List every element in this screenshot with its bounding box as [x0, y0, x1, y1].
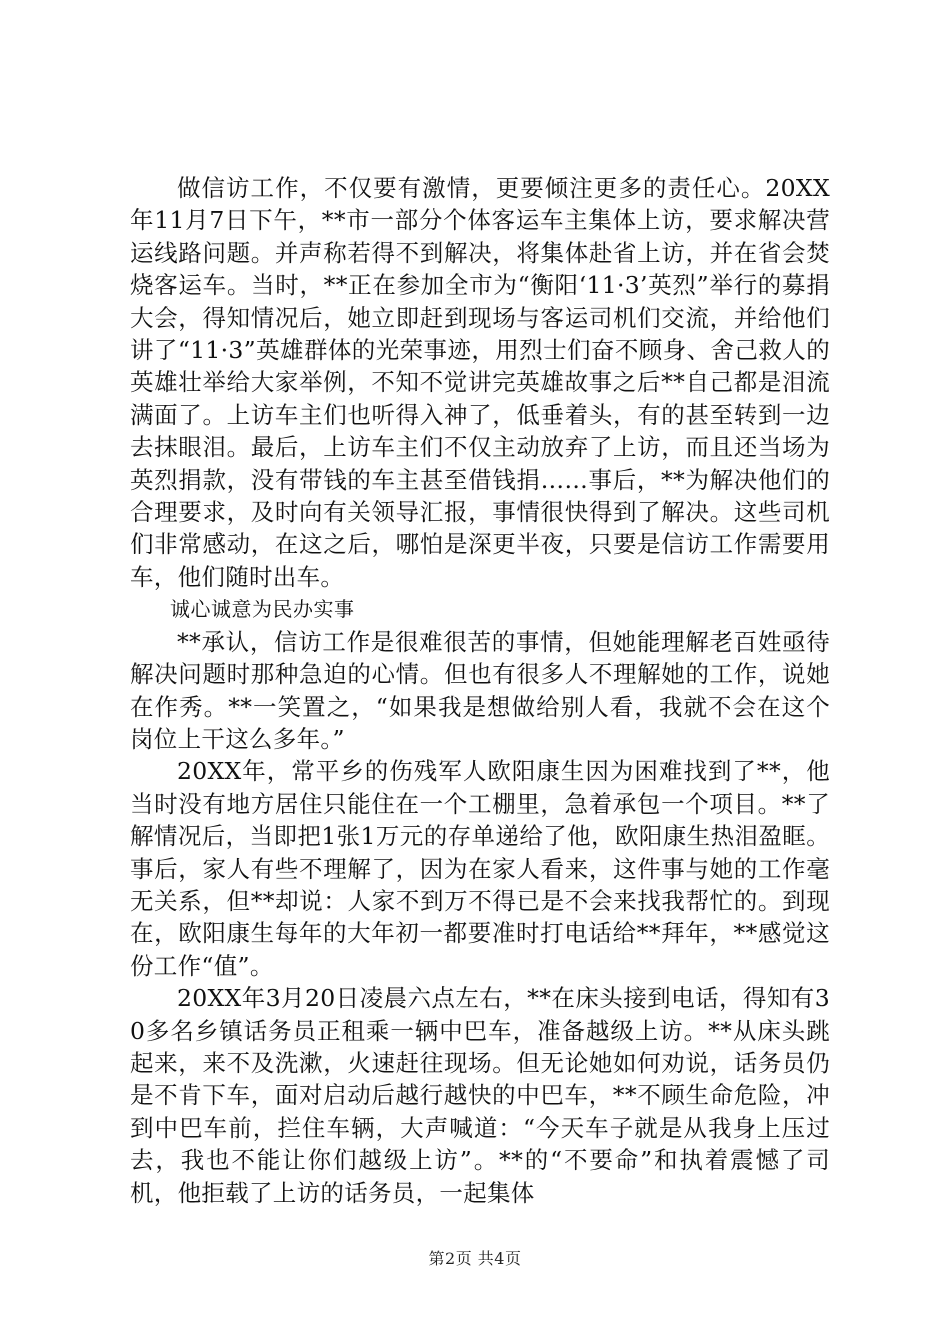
document-body [130, 172, 830, 1209]
body-paragraph: 20XX年，常平乡的伤残军人欧阳康生因为困难找到了**，他当时没有地方居住只能住在一个工棚里，急着承包一个项目。**了解情况后，当即把1张1万元的存单递给了他，欧阳康生热泪盈眶。事后，家人有些不理解了，因为在家人看来，这件事与她的工作毫无关系，但**却说：人家不到万不得已是不会来找我帮忙的。到现在，欧阳康生每年的大年初一都要准时打电话给**拜年，**感觉这份工作“值”。 [130, 757, 830, 980]
body-paragraph: 20XX年3月20日凌晨六点左右，**在床头接到电话，得知有30多名乡镇话务员正租乘一辆中巴车，准备越级上访。**从床头跳起来，来不及洗漱，火速赶往现场。但无论她如何劝说，话务员仍是不肯下车，面对启动后越行越快的中巴车，**不顾生命危险，冲到中巴车前，拦住车辆，大声喊道：“今天车子就是从我身上压过去，我也不能让你们越级上访”。**的“不要命”和执着震憾了司机，他拒载了上访的话务员，一起集体 [130, 984, 830, 1207]
body-paragraph: **承认，信访工作是很难很苦的事情，但她能理解老百姓亟待解决问题时那种急迫的心情。但也有很多人不理解她的工作，说她在作秀。**一笑置之，“如果我是想做给别人看，我就不会在这个岗位上干这么多年。” [130, 627, 830, 753]
body-paragraph: 做信访工作，不仅要有激情，更要倾注更多的责任心。20XX年11月7日下午，**市一部分个体客运车主集体上访，要求解决营运线路问题。并声称若得不到解决，将集体赴省上访，并在省会焚烧客运车。当时，**正在参加全市为“衡阳‘11·3’英烈”举行的募捐大会，得知情况后，她立即赶到现场与客运司机们交流，并给他们讲了“11·3”英雄群体的光荣事迹，用烈士们奋不顾身、舍己救人的英雄壮举给大家举例，不知不觉讲完英雄故事之后**自己都是泪流满面了。上访车主们也听得入神了，低垂着头，有的甚至转到一边去抹眼泪。最后，上访车主们不仅主动放弃了上访，而且还当场为英烈捐款，没有带钱的车主甚至借钱捐……事后，**为解决他们的合理要求，及时向有关领导汇报，事情很快得到了解决。这些司机们非常感动，在这之后，哪怕是深更半夜，只要是信访工作需要用车，他们随时出车。 [130, 174, 830, 591]
page-number-footer: 第2页 共4页 [428, 1249, 522, 1268]
section-heading: 诚心诚意为民办实事 [170, 597, 355, 622]
